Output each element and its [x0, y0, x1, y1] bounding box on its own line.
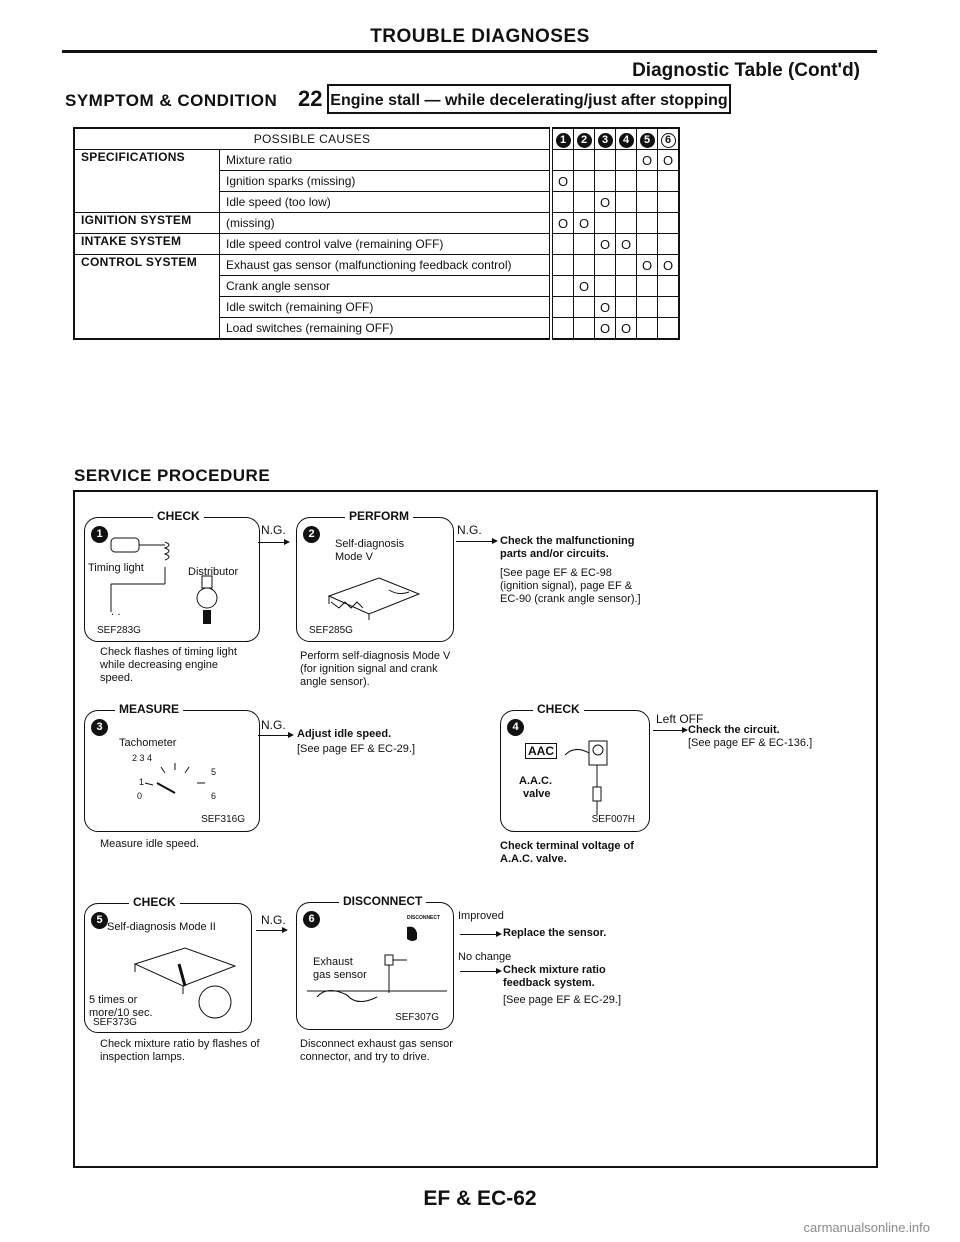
step-4-check — [500, 702, 650, 832]
check-cell-4: O — [616, 318, 637, 340]
header-rule — [62, 50, 877, 53]
check-cell-4 — [616, 171, 637, 192]
check-cell-5 — [637, 192, 658, 213]
gauge-tick-0: 0 — [137, 791, 143, 801]
possible-cause: Idle speed control valve (remaining OFF) — [220, 234, 552, 255]
check-cell-1: O — [551, 213, 574, 234]
section-label: SPECIFICATIONS — [74, 150, 220, 213]
step-1-caption: Check flashes of timing light while decreasing engine speed. — [100, 646, 237, 684]
check-cell-1 — [551, 276, 574, 297]
step-6-no-change-arrow — [460, 971, 500, 972]
check-cell-2: O — [574, 276, 595, 297]
step-2-ng-arrow — [456, 541, 496, 542]
step-4-left-off-arrow — [653, 730, 686, 731]
check-cell-5 — [637, 213, 658, 234]
check-cell-6 — [658, 171, 680, 192]
step-3-figure-code: SEF316G — [201, 814, 245, 825]
gauge-tick-6: 6 — [211, 791, 217, 801]
self-diagnosis-label: Self-diagnosis — [335, 538, 405, 550]
possible-cause: Load switches (remaining OFF) — [220, 318, 552, 340]
check-cell-5 — [637, 297, 658, 318]
step-6-disconnect — [296, 894, 454, 1030]
step-6-title: DISCONNECT — [339, 894, 426, 908]
valve-label: valve — [523, 788, 551, 800]
check-cell-2 — [574, 255, 595, 276]
table-row — [74, 213, 679, 234]
step-1-ng-label: N.G. — [261, 523, 286, 537]
diagnostic-table — [73, 127, 680, 340]
symptom-condition-box: Engine stall — while decelerating/just after stopping — [327, 84, 731, 114]
step-1-ng-arrow — [258, 542, 288, 543]
check-cell-3: O — [595, 318, 616, 340]
check-cell-1 — [551, 192, 574, 213]
step-5-caption: Check mixture ratio by flashes of inspection lamps. — [100, 1038, 260, 1063]
possible-cause: Idle switch (remaining OFF) — [220, 297, 552, 318]
check-cell-6: O — [658, 150, 680, 171]
service-procedure-title: SERVICE PROCEDURE — [74, 466, 271, 485]
check-cell-3 — [595, 213, 616, 234]
check-cell-2 — [574, 150, 595, 171]
ecu-illustration — [319, 568, 429, 620]
check-cell-3: O — [595, 297, 616, 318]
table-header-causes: POSSIBLE CAUSES — [74, 128, 551, 150]
check-cell-5 — [637, 318, 658, 340]
column-header-6: 6 — [658, 128, 680, 150]
check-cell-1 — [551, 150, 574, 171]
step-1-check — [84, 509, 260, 642]
check-cell-4 — [616, 297, 637, 318]
check-cell-6 — [658, 318, 680, 340]
step-2-caption: Perform self-diagnosis Mode V (for ignition signal and crank angle sensor). — [300, 650, 451, 688]
check-cell-5 — [637, 234, 658, 255]
step-6-improved-result: Replace the sensor. — [503, 927, 607, 939]
possible-cause: (missing) — [220, 213, 552, 234]
timing-light-illustration — [99, 532, 249, 628]
check-cell-6: O — [658, 255, 680, 276]
aac-label: A.A.C. — [519, 775, 552, 787]
self-diagnosis-mode-label: Self-diagnosis Mode II — [107, 921, 216, 933]
check-cell-1 — [551, 318, 574, 340]
aac-valve-box: AAC — [525, 743, 557, 759]
step-4-figure-code: SEF007H — [591, 814, 635, 825]
check-cell-1 — [551, 234, 574, 255]
check-cell-4 — [616, 255, 637, 276]
flash-count-label: 5 times or more/10 sec. — [89, 994, 153, 1019]
column-header-2: 2 — [574, 128, 595, 150]
check-cell-2 — [574, 234, 595, 255]
step-3-ng-label: N.G. — [261, 718, 286, 732]
step-3-reference: [See page EF & EC-29.] — [297, 743, 416, 755]
step-3-ng-arrow — [258, 735, 292, 736]
possible-cause: Exhaust gas sensor (malfunctioning feedback control) — [220, 255, 552, 276]
watermark: carmanualsonline.info — [803, 1220, 930, 1235]
step-5-number: 5 — [91, 912, 108, 929]
check-cell-6 — [658, 234, 680, 255]
step-6-reference: [See page EF & EC-29.] — [503, 994, 622, 1006]
check-cell-5 — [637, 276, 658, 297]
section-label: INTAKE SYSTEM — [74, 234, 220, 255]
step-3-number: 3 — [91, 719, 108, 736]
step-2-perform — [296, 509, 454, 642]
check-cell-5: O — [637, 255, 658, 276]
step-2-figure-code: SEF285G — [309, 625, 353, 636]
check-cell-1 — [551, 297, 574, 318]
tachometer-label: Tachometer — [119, 737, 177, 749]
check-cell-3 — [595, 276, 616, 297]
step-6-number: 6 — [303, 911, 320, 928]
section-label: CONTROL SYSTEM — [74, 255, 220, 340]
step-1-title: CHECK — [153, 509, 204, 523]
check-cell-1: O — [551, 171, 574, 192]
section-label: IGNITION SYSTEM — [74, 213, 220, 234]
check-cell-3 — [595, 171, 616, 192]
distributor-label: Distributor — [188, 566, 239, 578]
table-row — [74, 150, 679, 171]
check-cell-3 — [595, 255, 616, 276]
disconnect-tag: DISCONNECT — [407, 915, 441, 921]
step-2-title: PERFORM — [345, 509, 413, 523]
table-row — [74, 234, 679, 255]
step-4-reference: [See page EF & EC-136.] — [688, 737, 813, 749]
step-6-figure-code: SEF307G — [395, 1012, 439, 1023]
page-number: EF & EC-62 — [423, 1187, 537, 1210]
step-4-caption: Check terminal voltage of A.A.C. valve. — [500, 840, 634, 865]
check-cell-6 — [658, 276, 680, 297]
check-cell-6 — [658, 192, 680, 213]
step-4-title: CHECK — [533, 702, 584, 716]
step-2-ng-result: Check the malfunctioning parts and/or circuits. — [500, 535, 635, 560]
step-6-improved-label: Improved — [458, 910, 504, 922]
svg-text:· ·: · · — [111, 610, 121, 621]
gauge-tick-1: 1 — [139, 777, 145, 787]
possible-cause: Ignition sparks (missing) — [220, 171, 552, 192]
check-cell-6 — [658, 297, 680, 318]
step-3-title: MEASURE — [115, 702, 183, 716]
timing-light-label: Timing light — [88, 562, 144, 574]
check-cell-3: O — [595, 234, 616, 255]
step-3-measure — [84, 702, 260, 832]
exhaust-gas-sensor-label: Exhaust gas sensor — [313, 956, 367, 981]
page-subtitle: Diagnostic Table (Cont'd) — [632, 60, 860, 81]
symptom-label: SYMPTOM & CONDITION — [65, 91, 278, 110]
table-row — [74, 255, 679, 276]
possible-cause: Idle speed (too low) — [220, 192, 552, 213]
step-6-improved-arrow — [460, 934, 500, 935]
step-1-number: 1 — [91, 526, 108, 543]
check-cell-2 — [574, 297, 595, 318]
step-6-no-change-label: No change — [458, 951, 512, 963]
check-cell-3 — [595, 150, 616, 171]
step-6-no-change-result: Check mixture ratio feedback system. — [503, 964, 606, 989]
check-cell-3: O — [595, 192, 616, 213]
gauge-ticks-top: 2 3 4 — [132, 753, 153, 763]
step-3-caption: Measure idle speed. — [100, 838, 200, 850]
check-cell-6 — [658, 213, 680, 234]
check-cell-2 — [574, 192, 595, 213]
step-1-figure-code: SEF283G — [97, 625, 141, 636]
mode-label: Mode V — [335, 551, 373, 563]
check-cell-1 — [551, 255, 574, 276]
check-cell-5 — [637, 171, 658, 192]
step-5-ng-label: N.G. — [261, 913, 286, 927]
step-3-ng-result: Adjust idle speed. — [297, 728, 392, 740]
check-cell-5: O — [637, 150, 658, 171]
step-2-ng-label: N.G. — [457, 523, 482, 537]
check-cell-4 — [616, 150, 637, 171]
possible-cause: Crank angle sensor — [220, 276, 552, 297]
column-header-4: 4 — [616, 128, 637, 150]
check-cell-2: O — [574, 213, 595, 234]
step-2-number: 2 — [303, 526, 320, 543]
step-5-figure-code: SEF373G — [93, 1017, 137, 1028]
check-cell-4: O — [616, 234, 637, 255]
step-2-reference: [See page EF & EC-98 (ignition signal), page EF & EC-90 (crank angle sensor).] — [500, 567, 641, 605]
table-header-row — [74, 128, 679, 150]
step-4-number: 4 — [507, 719, 524, 736]
possible-cause: Mixture ratio — [220, 150, 552, 171]
column-header-3: 3 — [595, 128, 616, 150]
symptom-number: 22 — [298, 86, 323, 111]
column-header-5: 5 — [637, 128, 658, 150]
voltmeter-illustration — [559, 737, 629, 817]
check-cell-4 — [616, 276, 637, 297]
step-5-title: CHECK — [129, 895, 180, 909]
page-header-title: TROUBLE DIAGNOSES — [370, 26, 590, 47]
step-4-result: Check the circuit. — [688, 724, 780, 736]
check-cell-2 — [574, 171, 595, 192]
step-5-check — [84, 895, 252, 1033]
check-cell-2 — [574, 318, 595, 340]
column-header-1: 1 — [551, 128, 574, 150]
step-6-caption: Disconnect exhaust gas sensor connector, and try to drive. — [300, 1038, 453, 1063]
gauge-tick-5: 5 — [211, 767, 217, 777]
step-4-left-off-label: Left OFF — [656, 712, 704, 726]
step-5-ng-arrow — [256, 930, 286, 931]
check-cell-4 — [616, 213, 637, 234]
check-cell-4 — [616, 192, 637, 213]
